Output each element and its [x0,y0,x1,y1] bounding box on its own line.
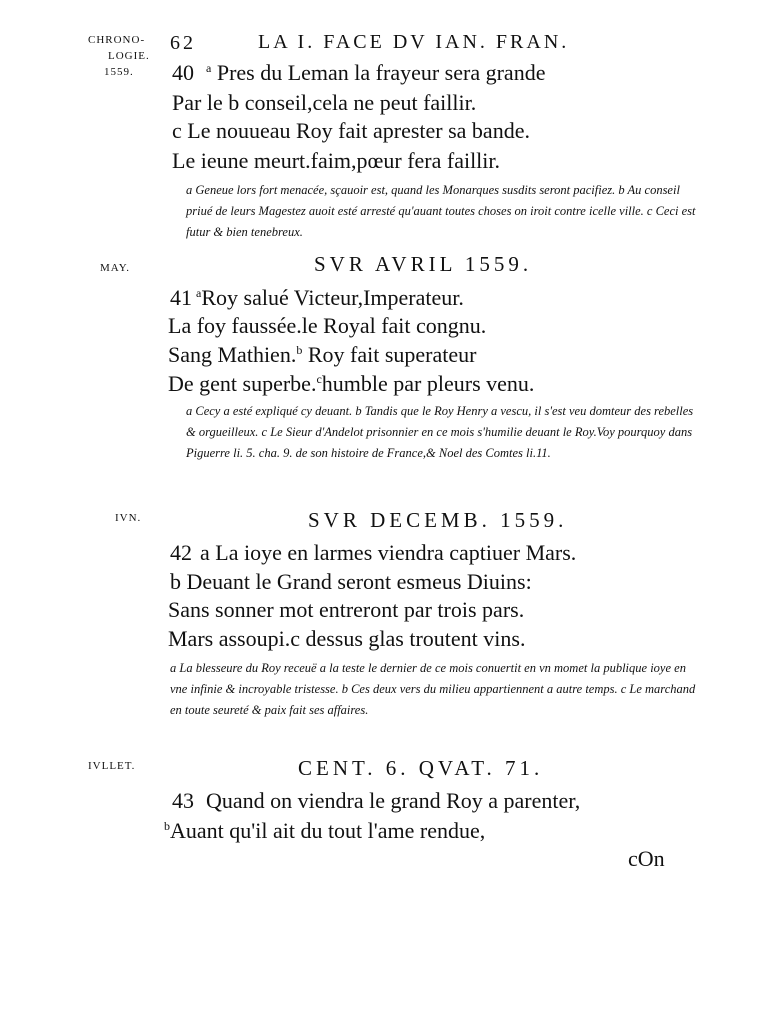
quatrain-41-line-3 [168,342,476,368]
quatrain-number: 41 [170,285,192,310]
section-heading-decemb: SVR DECEMB. 1559. [308,508,568,532]
margin-may: MAY. [100,262,130,274]
quatrain-41-line-1 [170,285,464,311]
verse-text: De gent superbe. [168,371,317,396]
quatrain-number: 40 [172,60,194,85]
verse-text: Auant qu'il ait du tout l'ame rendue, [170,818,486,843]
verse-text: a La ioye en larmes viendra captiuer Mars. [200,540,577,565]
quatrain-40-line-3: c Le nouueau Roy fait aprester sa bande. [172,118,530,143]
verse-text: Sang Mathien. [168,342,297,367]
quatrain-41-line-2: La foy faussée.le Royal fait congnu. [168,313,487,338]
quatrain-43-line-2 [164,818,485,844]
note-marker: a [206,61,212,75]
note-marker: b [296,343,303,357]
quatrain-40-line-2: Par le b conseil,cela ne peut faillir. [172,90,477,115]
note-marker: c [316,372,322,386]
quatrain-42-line-3: Sans sonner mot entreront par trois pars. [168,597,525,622]
quatrain-42-line-1 [170,540,576,566]
margin-chronologie-cont: LOGIE. [108,50,150,62]
quatrain-40-note: a Geneue lors fort menacée, sçauoir est, quand les Monarques susdits seront pacifiez. b Au conseil priué de leurs Magestez auoit esté arresté qu'auant toutes choses on iroit contre icelle ville. c Ceci est futur & bien tenebreux. [186,183,696,239]
quatrain-42-line-2: b Deuant le Grand seront esmeus Diuins: [170,569,532,594]
verse-text: Roy salué Victeur,Imperateur. [201,285,464,310]
margin-chronologie: CHRONO- [88,34,146,46]
quatrain-42-line-4: Mars assoupi.c dessus glas troutent vins. [168,626,526,651]
verse-text: Quand on viendra le grand Roy a parenter, [206,788,581,813]
quatrain-42-note: a La blesseure du Roy receuë a la teste le dernier de ce mois conuertit en vn momet la publique ioye en vne infinie & incroyable tristesse. b Ces deux vers du milieu appartiennent a autre temps. c Le marchand en toute seureté & paix fait ses affaires. [170,661,696,717]
catchword: cOn [628,846,665,871]
verse-text: Roy fait superateur [307,342,477,367]
verse-text: humble par pleurs venu. [321,371,535,396]
page-number: 62 [170,32,196,54]
margin-iun: IVN. [115,512,142,524]
quatrain-number: 42 [170,540,192,565]
quatrain-40-line-4: Le ieune meurt.faim,pœur fera faillir. [172,148,501,173]
quatrain-40-line-1 [172,60,545,86]
verse-text: Pres du Leman la frayeur sera grande [216,60,546,85]
note-marker: a [196,286,202,300]
quatrain-41-note: a Cecy a esté expliqué cy deuant. b Tandis que le Roy Henry a vescu, il s'est veu domteur des rebelles & orgueilleux. c Le Sieur d'Andelot prisonnier en ce mois s'humilie deuant le Roy.Voy pourquoy dans Piguerre li. 5. cha. 9. de son histoire de France,& Noel des Comtes li.11. [186,404,694,460]
quatrain-41-line-4 [168,371,534,397]
note-marker: b [164,819,170,833]
margin-year: 1559. [104,66,134,78]
margin-iullet: IVLLET. [88,760,136,772]
quatrain-number: 43 [172,788,194,813]
quatrain-43-line-1 [172,788,580,814]
running-title: LA I. FACE DV IAN. FRAN. [258,31,570,53]
section-heading-avril: SVR AVRIL 1559. [314,252,533,276]
section-heading-cent: CENT. 6. QVAT. 71. [298,756,544,780]
